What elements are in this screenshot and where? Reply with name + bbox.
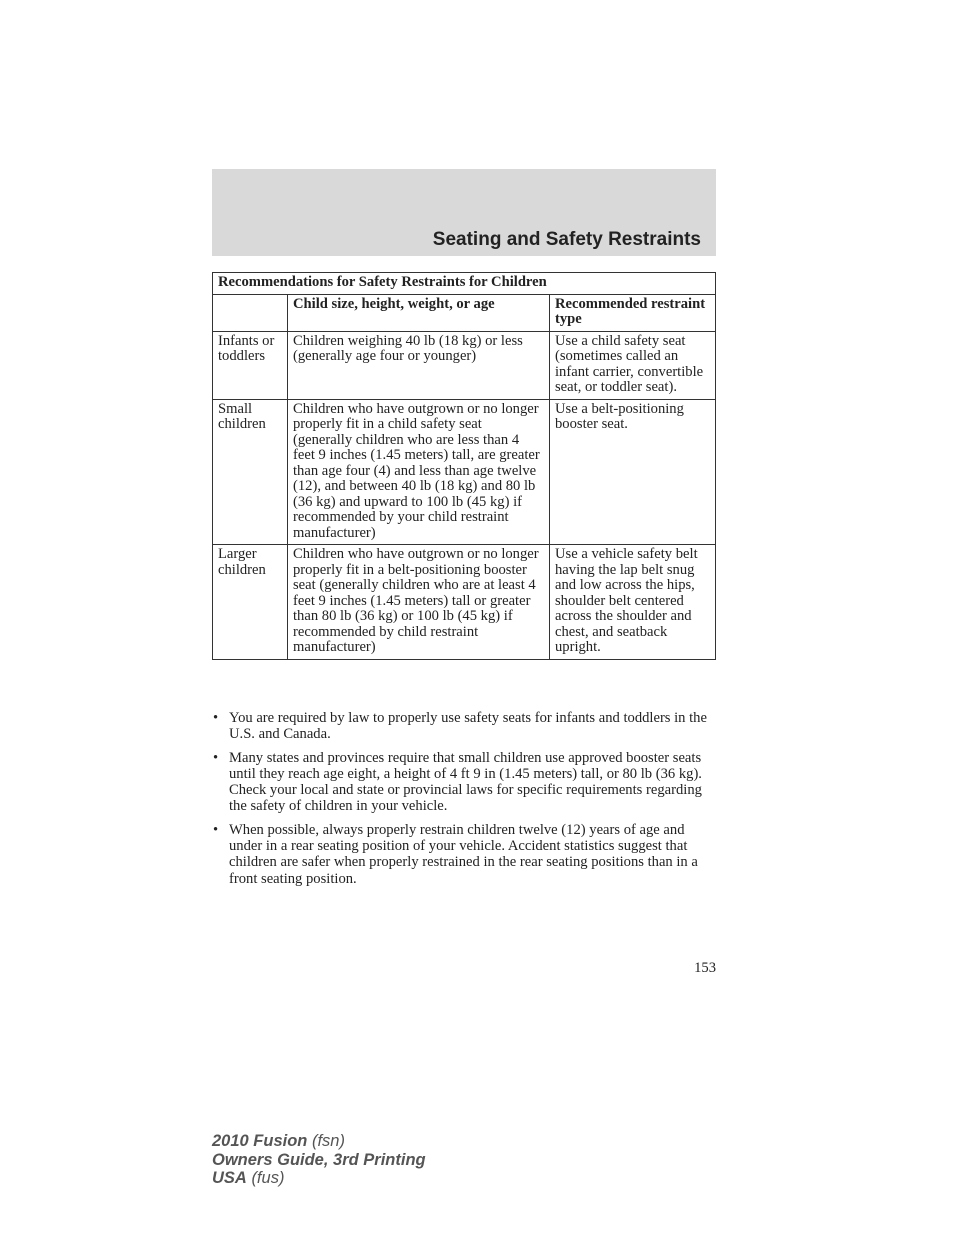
cell-size: Children weighing 40 lb (18 kg) or less (generally age four or younger) <box>288 331 550 399</box>
cell-restraint: Use a vehicle safety belt having the lap belt snug and low across the hips, shoulder belt centered across the shoulder and chest, and seatback upright. <box>550 545 716 660</box>
table-caption: Recommendations for Safety Restraints for Children <box>213 273 716 295</box>
footer-line-2 <box>212 1151 426 1170</box>
bullet-item: • When possible, always properly restrain children twelve (12) years of age and under in a rear seating position of your vehicle. Accident statistics suggest that children are safer when properly restrained in the rear seating positions than in a front seating position. <box>212 822 716 887</box>
column-header-restraint: Recommended restraint type <box>550 294 716 331</box>
bullet-item: • Many states and provinces require that small children use approved booster seats until they reach age eight, a height of 4 ft 9 in (1.45 meters) tall, or 80 lb (36 kg). Check your local and state or provincial laws for specific requirements regarding the safety of children in your vehicle. <box>212 750 716 815</box>
footer-edition: Owners Guide, 3rd Printing <box>212 1150 426 1169</box>
footer-line-3 <box>212 1169 426 1188</box>
cell-restraint: Use a child safety seat (sometimes called an infant carrier, convertible seat, or toddler seat). <box>550 331 716 399</box>
footer-line-1 <box>212 1132 426 1151</box>
bullet-list <box>212 710 716 894</box>
cell-size: Children who have outgrown or no longer properly fit in a child safety seat (generally children who are less than 4 feet 9 inches (1.45 meters) tall, are greater than age four (4) and less than age twelve (12), and between 40 lb (18 kg) and 80 lb (36 kg) and upward to 100 lb (45 kg) if recommended by your child restraint manufacturer) <box>288 399 550 545</box>
column-header-category <box>213 294 288 331</box>
cell-category: Larger children <box>213 545 288 660</box>
footer-market-code: (fus) <box>251 1169 285 1187</box>
table-row <box>213 331 716 399</box>
table-row <box>213 399 716 545</box>
column-header-size: Child size, height, weight, or age <box>288 294 550 331</box>
footer-market: USA <box>212 1169 247 1187</box>
child-restraint-table <box>212 272 716 660</box>
bullet-item: • You are required by law to properly use safety seats for infants and toddlers in the U.S. and Canada. <box>212 710 716 743</box>
cell-size: Children who have outgrown or no longer properly fit in a belt-positioning booster seat (generally children who are at least 4 feet 9 inches (1.45 meters) tall or greater than 80 lb (36 kg) or 100 lb (45 kg) if recommended by child restraint manufacturer) <box>288 545 550 660</box>
table-row <box>213 545 716 660</box>
section-header-band <box>212 169 716 256</box>
table-header-row <box>213 294 716 331</box>
table-caption-row <box>213 273 716 295</box>
cell-category: Infants or toddlers <box>213 331 288 399</box>
footer-model-code: (fsn) <box>311 1132 345 1150</box>
page-number: 153 <box>694 960 716 976</box>
cell-restraint: Use a belt-positioning booster seat. <box>550 399 716 545</box>
footer <box>212 1132 426 1188</box>
section-title: Seating and Safety Restraints <box>432 229 701 250</box>
cell-category: Small children <box>213 399 288 545</box>
footer-model: 2010 Fusion <box>212 1132 308 1150</box>
